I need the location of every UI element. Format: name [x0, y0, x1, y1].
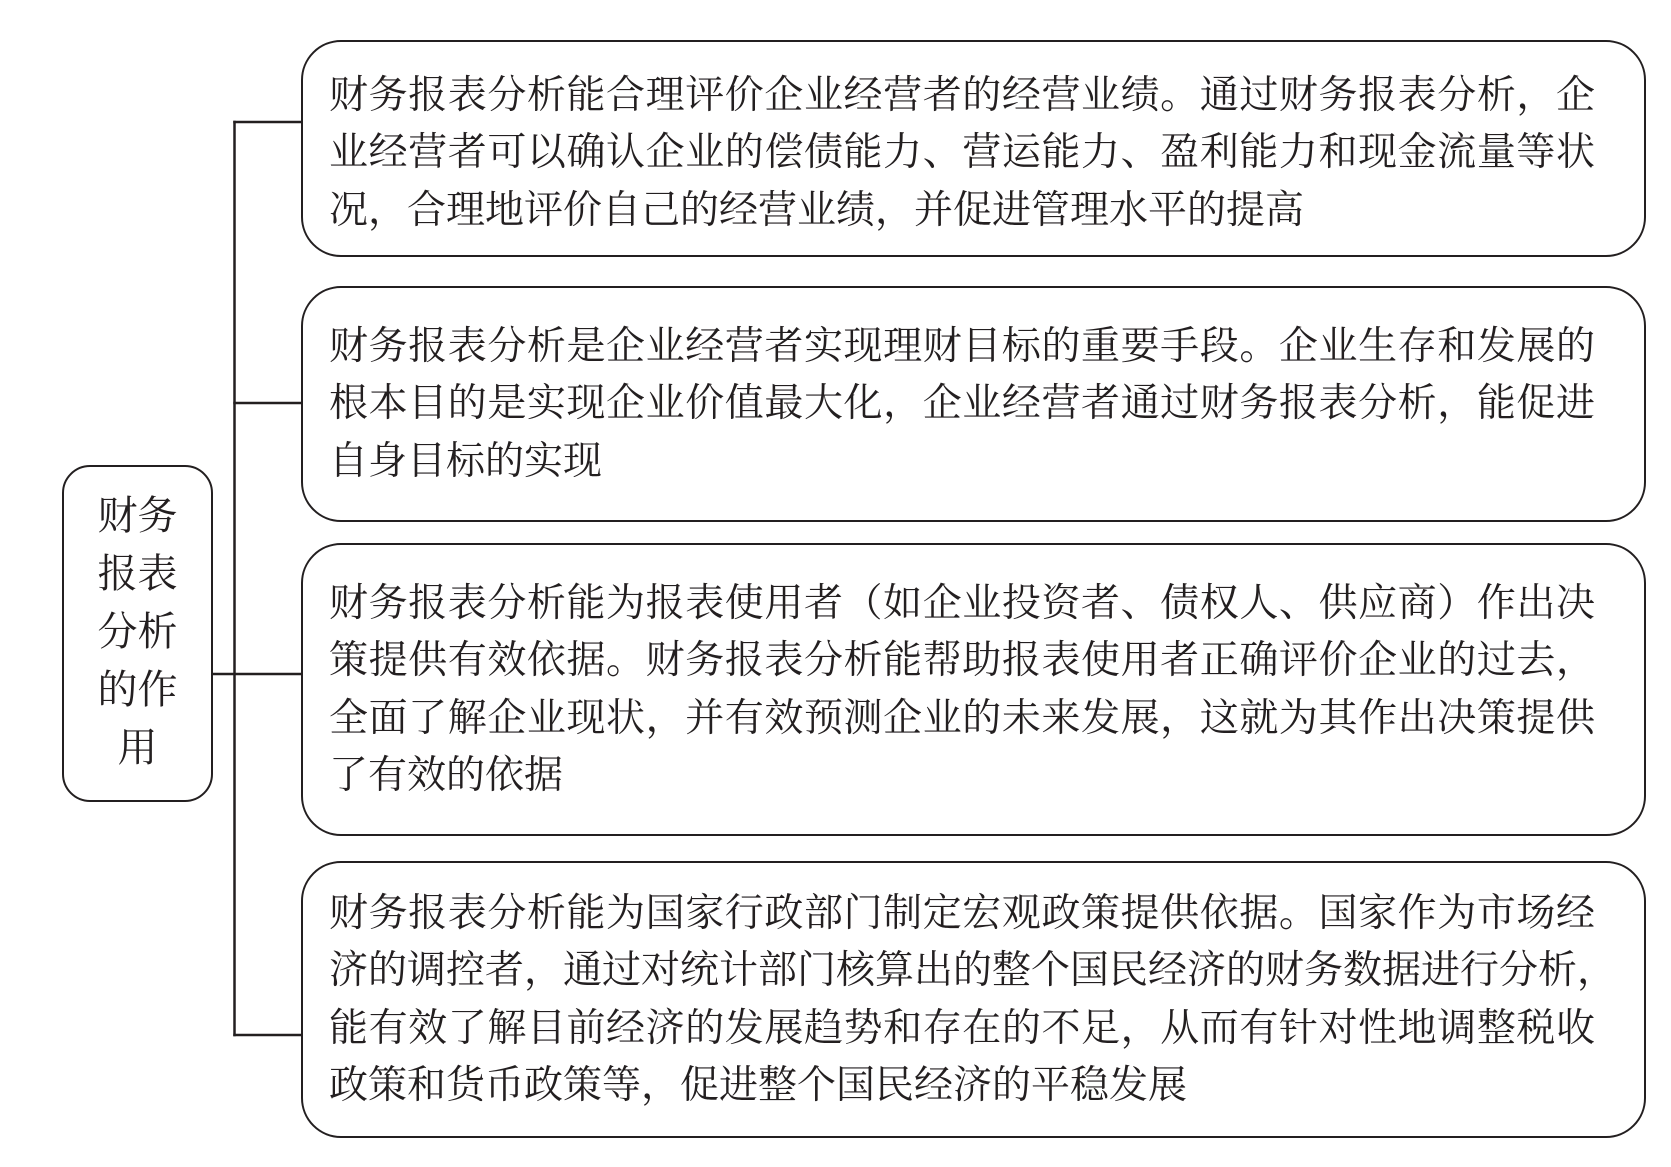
branch-text	[303, 885, 1617, 1115]
branch-text-line: 自身目标的实现	[329, 438, 603, 484]
branch-text-line: 业经营者可以确认企业的偿债能力、营运能力、盈利能力和现金流量等状	[329, 130, 1595, 176]
branch-text	[303, 575, 1595, 805]
root-label	[64, 487, 211, 777]
branch-text	[303, 67, 1595, 240]
branch-text-line: 财务报表分析能为报表使用者（如企业投资者、债权人、供应商）作出决	[329, 580, 1595, 626]
branch-text-line: 根本目的是实现企业价值最大化，企业经营者通过财务报表分析，能促进	[329, 381, 1595, 427]
branch-node-1	[301, 40, 1646, 257]
root-label-line: 财务	[97, 493, 178, 539]
branch-text	[303, 318, 1595, 491]
root-label-line: 的作	[97, 667, 178, 713]
root-label-line: 分析	[97, 609, 178, 655]
branch-text-line: 济的调控者，通过对统计部门核算出的整个国民经济的财务数据进行分析，	[329, 948, 1617, 993]
root-label-line: 用	[117, 725, 158, 771]
branch-text-line: 财务报表分析能合理评价企业经营者的经营业绩。通过财务报表分析，企	[329, 72, 1595, 118]
branch-text-line: 政策和货币政策等，促进整个国民经济的平稳发展	[329, 1063, 1188, 1108]
branch-text-line: 能有效了解目前经济的发展趋势和存在的不足，从而有针对性地调整税收	[329, 1005, 1595, 1051]
branch-text-line: 财务报表分析能为国家行政部门制定宏观政策提供依据。国家作为市场经	[329, 890, 1595, 936]
root-node	[62, 465, 213, 802]
branch-node-2	[301, 286, 1646, 522]
root-label-line: 报表	[97, 551, 178, 597]
branch-node-3	[301, 543, 1646, 836]
branch-text-line: 了有效的依据	[329, 753, 564, 798]
branch-text-line: 况，合理地评价自己的经营业绩，并促进管理水平的提高	[329, 187, 1305, 233]
branch-text-line: 策提供有效依据。财务报表分析能帮助报表使用者正确评价企业的过去，	[329, 638, 1595, 683]
branch-node-4	[301, 861, 1646, 1138]
branch-text-line: 财务报表分析是企业经营者实现理财目标的重要手段。企业生存和发展的	[329, 323, 1595, 369]
branch-text-line: 全面了解企业现状，并有效预测企业的未来发展，这就为其作出决策提供	[329, 695, 1595, 741]
